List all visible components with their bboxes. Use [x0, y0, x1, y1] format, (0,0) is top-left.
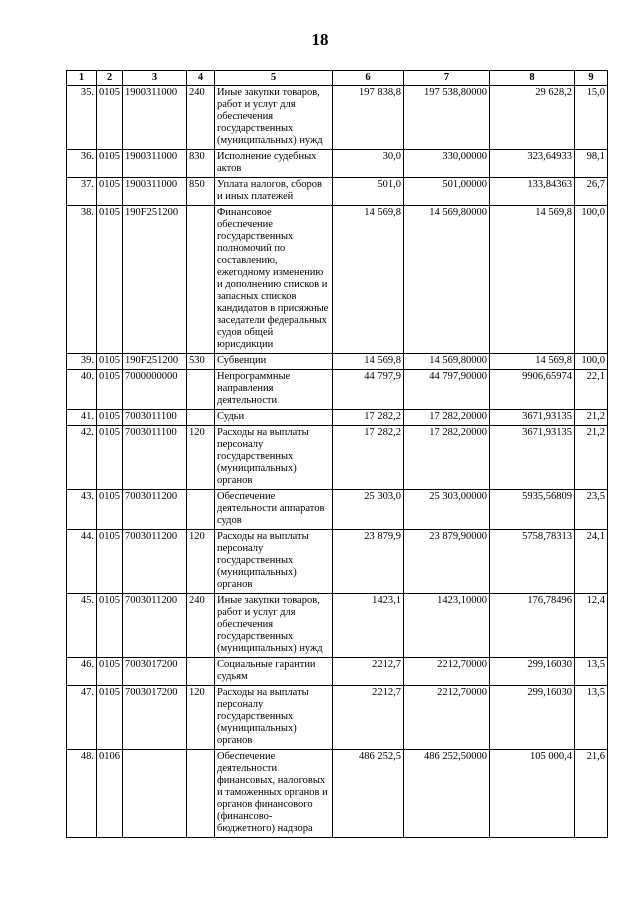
target-article-code-cell — [123, 750, 187, 838]
approved-amount-cell: 14 569,8 — [333, 206, 404, 354]
expense-name-cell: Непрограммные направления деятельности — [215, 370, 333, 410]
approved-amount-cell: 1423,1 — [333, 594, 404, 658]
row-number-cell: 35. — [67, 86, 97, 150]
executed-amount-cell: 176,78496 — [490, 594, 575, 658]
execution-percent-cell: 21,2 — [575, 410, 608, 426]
expense-type-code-cell: 530 — [187, 354, 215, 370]
expense-name-cell: Обеспечение деятельности финансовых, налоговых и таможенных органов и органов финансового (финансово-бюджетного) надзора — [215, 750, 333, 838]
revised-amount-cell: 44 797,90000 — [404, 370, 490, 410]
expense-type-code-cell: 850 — [187, 178, 215, 206]
expense-name-cell: Иные закупки товаров, работ и услуг для обеспечения государственных (муниципальных) нужд — [215, 594, 333, 658]
expense-name-cell: Судьи — [215, 410, 333, 426]
execution-percent-cell: 23,5 — [575, 490, 608, 530]
expense-name-cell: Исполнение судебных актов — [215, 150, 333, 178]
revised-amount-cell: 486 252,50000 — [404, 750, 490, 838]
section-code-cell: 0105 — [97, 150, 123, 178]
row-number-cell: 43. — [67, 490, 97, 530]
approved-amount-cell: 14 569,8 — [333, 354, 404, 370]
row-number-cell: 36. — [67, 150, 97, 178]
approved-amount-cell: 501,0 — [333, 178, 404, 206]
column-header: 1 — [67, 71, 97, 86]
row-number-cell: 45. — [67, 594, 97, 658]
executed-amount-cell: 5935,56809 — [490, 490, 575, 530]
section-code-cell: 0105 — [97, 206, 123, 354]
row-number-cell: 46. — [67, 658, 97, 686]
target-article-code-cell: 7003011200 — [123, 490, 187, 530]
expense-type-code-cell: 240 — [187, 594, 215, 658]
section-code-cell: 0105 — [97, 490, 123, 530]
column-header: 3 — [123, 71, 187, 86]
execution-percent-cell: 24,1 — [575, 530, 608, 594]
target-article-code-cell: 7000000000 — [123, 370, 187, 410]
target-article-code-cell: 7003011100 — [123, 426, 187, 490]
approved-amount-cell: 30,0 — [333, 150, 404, 178]
target-article-code-cell: 190F251200 — [123, 354, 187, 370]
row-number-cell: 40. — [67, 370, 97, 410]
column-header: 4 — [187, 71, 215, 86]
executed-amount-cell: 29 628,2 — [490, 86, 575, 150]
section-code-cell: 0105 — [97, 354, 123, 370]
table-row — [67, 178, 608, 206]
section-code-cell: 0105 — [97, 686, 123, 750]
revised-amount-cell: 23 879,90000 — [404, 530, 490, 594]
execution-percent-cell: 100,0 — [575, 206, 608, 354]
expense-type-code-cell: 120 — [187, 426, 215, 490]
revised-amount-cell: 197 538,80000 — [404, 86, 490, 150]
revised-amount-cell: 17 282,20000 — [404, 410, 490, 426]
expense-name-cell: Расходы на выплаты персоналу государственных (муниципальных) органов — [215, 686, 333, 750]
expense-type-code-cell: 240 — [187, 86, 215, 150]
execution-percent-cell: 13,5 — [575, 686, 608, 750]
revised-amount-cell: 25 303,00000 — [404, 490, 490, 530]
approved-amount-cell: 17 282,2 — [333, 426, 404, 490]
column-header: 8 — [490, 71, 575, 86]
target-article-code-cell: 1900311000 — [123, 150, 187, 178]
table-row — [67, 410, 608, 426]
expense-type-code-cell — [187, 206, 215, 354]
expense-name-cell: Обеспечение деятельности аппаратов судов — [215, 490, 333, 530]
executed-amount-cell: 3671,93135 — [490, 410, 575, 426]
executed-amount-cell: 9906,65974 — [490, 370, 575, 410]
approved-amount-cell: 17 282,2 — [333, 410, 404, 426]
expense-name-cell: Расходы на выплаты персоналу государственных (муниципальных) органов — [215, 426, 333, 490]
target-article-code-cell: 7003011100 — [123, 410, 187, 426]
executed-amount-cell: 14 569,8 — [490, 354, 575, 370]
column-header: 7 — [404, 71, 490, 86]
execution-percent-cell: 98,1 — [575, 150, 608, 178]
section-code-cell: 0105 — [97, 370, 123, 410]
row-number-cell: 37. — [67, 178, 97, 206]
expense-name-cell: Финансовое обеспечение государственных полномочий по составлению, ежегодному изменению и дополнению списков и запасных списков кандидатов в присяжные заседатели федеральных судов общей юрисдикции — [215, 206, 333, 354]
approved-amount-cell: 44 797,9 — [333, 370, 404, 410]
section-code-cell: 0106 — [97, 750, 123, 838]
target-article-code-cell: 7003011200 — [123, 594, 187, 658]
revised-amount-cell: 330,00000 — [404, 150, 490, 178]
table-row — [67, 354, 608, 370]
row-number-cell: 39. — [67, 354, 97, 370]
row-number-cell: 38. — [67, 206, 97, 354]
execution-percent-cell: 13,5 — [575, 658, 608, 686]
row-number-cell: 47. — [67, 686, 97, 750]
table-row — [67, 658, 608, 686]
executed-amount-cell: 299,16030 — [490, 658, 575, 686]
expense-name-cell: Субвенции — [215, 354, 333, 370]
section-code-cell: 0105 — [97, 594, 123, 658]
section-code-cell: 0105 — [97, 410, 123, 426]
executed-amount-cell: 299,16030 — [490, 686, 575, 750]
section-code-cell: 0105 — [97, 658, 123, 686]
table-body — [67, 86, 608, 838]
expense-type-code-cell: 120 — [187, 686, 215, 750]
page-number: 18 — [311, 30, 329, 49]
revised-amount-cell: 14 569,80000 — [404, 354, 490, 370]
table-row — [67, 86, 608, 150]
executed-amount-cell: 323,64933 — [490, 150, 575, 178]
expense-type-code-cell — [187, 370, 215, 410]
row-number-cell: 44. — [67, 530, 97, 594]
execution-percent-cell: 22,1 — [575, 370, 608, 410]
execution-percent-cell: 12,4 — [575, 594, 608, 658]
target-article-code-cell: 7003017200 — [123, 686, 187, 750]
revised-amount-cell: 2212,70000 — [404, 658, 490, 686]
approved-amount-cell: 25 303,0 — [333, 490, 404, 530]
table-row — [67, 490, 608, 530]
target-article-code-cell: 7003017200 — [123, 658, 187, 686]
table-row — [67, 370, 608, 410]
table-row — [67, 750, 608, 838]
expense-name-cell: Иные закупки товаров, работ и услуг для обеспечения государственных (муниципальных) нужд — [215, 86, 333, 150]
expense-type-code-cell: 120 — [187, 530, 215, 594]
target-article-code-cell: 1900311000 — [123, 178, 187, 206]
executed-amount-cell: 14 569,8 — [490, 206, 575, 354]
expense-type-code-cell: 830 — [187, 150, 215, 178]
revised-amount-cell: 14 569,80000 — [404, 206, 490, 354]
executed-amount-cell: 105 000,4 — [490, 750, 575, 838]
execution-percent-cell: 21,2 — [575, 426, 608, 490]
table-row — [67, 426, 608, 490]
expense-type-code-cell — [187, 410, 215, 426]
table-row — [67, 686, 608, 750]
expense-name-cell: Расходы на выплаты персоналу государственных (муниципальных) органов — [215, 530, 333, 594]
table-row — [67, 530, 608, 594]
section-code-cell: 0105 — [97, 178, 123, 206]
row-number-cell: 41. — [67, 410, 97, 426]
executed-amount-cell: 133,84363 — [490, 178, 575, 206]
approved-amount-cell: 23 879,9 — [333, 530, 404, 594]
column-header: 2 — [97, 71, 123, 86]
execution-percent-cell: 26,7 — [575, 178, 608, 206]
approved-amount-cell: 2212,7 — [333, 658, 404, 686]
revised-amount-cell: 2212,70000 — [404, 686, 490, 750]
revised-amount-cell: 17 282,20000 — [404, 426, 490, 490]
expense-type-code-cell — [187, 490, 215, 530]
column-header: 6 — [333, 71, 404, 86]
executed-amount-cell: 5758,78313 — [490, 530, 575, 594]
expense-type-code-cell — [187, 750, 215, 838]
execution-percent-cell: 15,0 — [575, 86, 608, 150]
row-number-cell: 42. — [67, 426, 97, 490]
expense-type-code-cell — [187, 658, 215, 686]
table-row — [67, 594, 608, 658]
approved-amount-cell: 197 838,8 — [333, 86, 404, 150]
table-row — [67, 150, 608, 178]
revised-amount-cell: 501,00000 — [404, 178, 490, 206]
expense-name-cell: Социальные гарантии судьям — [215, 658, 333, 686]
column-header: 9 — [575, 71, 608, 86]
section-code-cell: 0105 — [97, 530, 123, 594]
approved-amount-cell: 2212,7 — [333, 686, 404, 750]
target-article-code-cell: 190F251200 — [123, 206, 187, 354]
execution-percent-cell: 21,6 — [575, 750, 608, 838]
budget-table — [66, 70, 608, 838]
section-code-cell: 0105 — [97, 86, 123, 150]
column-header: 5 — [215, 71, 333, 86]
table-row — [67, 206, 608, 354]
approved-amount-cell: 486 252,5 — [333, 750, 404, 838]
section-code-cell: 0105 — [97, 426, 123, 490]
executed-amount-cell: 3671,93135 — [490, 426, 575, 490]
target-article-code-cell: 1900311000 — [123, 86, 187, 150]
revised-amount-cell: 1423,10000 — [404, 594, 490, 658]
target-article-code-cell: 7003011200 — [123, 530, 187, 594]
row-number-cell: 48. — [67, 750, 97, 838]
expense-name-cell: Уплата налогов, сборов и иных платежей — [215, 178, 333, 206]
execution-percent-cell: 100,0 — [575, 354, 608, 370]
table-header-row — [67, 71, 608, 86]
